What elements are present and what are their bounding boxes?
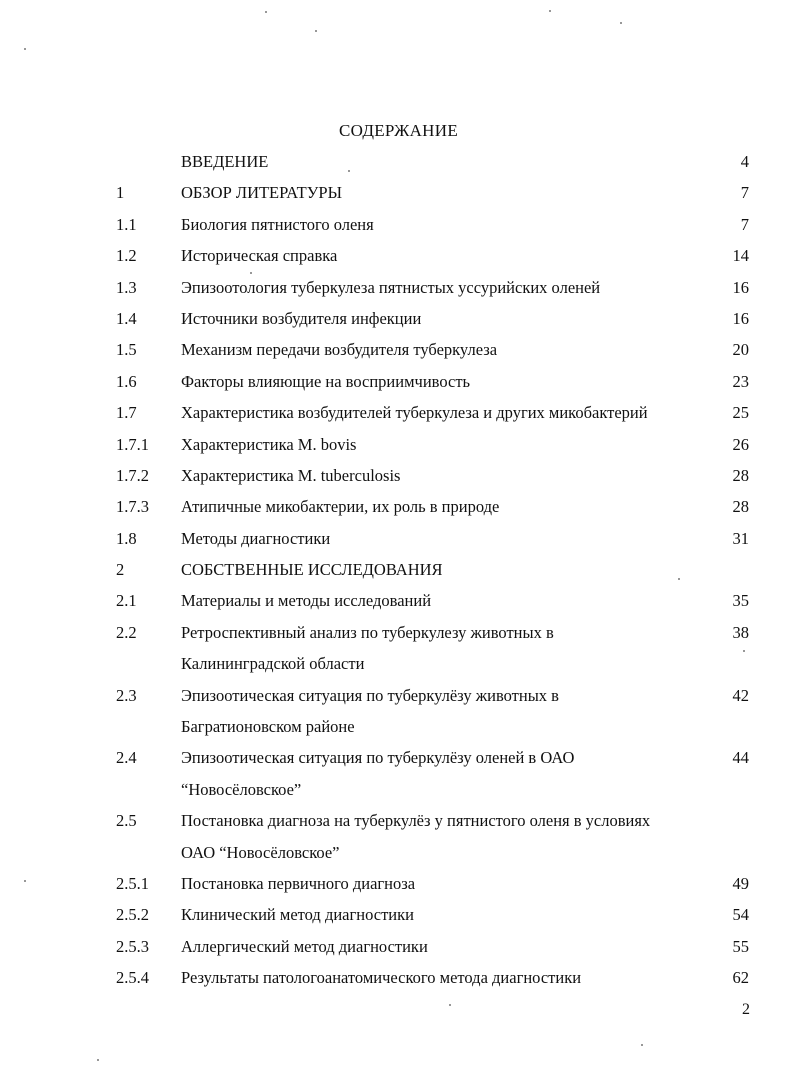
section-title: Биология пятнистого оленя: [181, 214, 374, 234]
section-title: [181, 742, 721, 805]
scan-speck: [641, 1044, 643, 1046]
toc-entry: [0, 303, 797, 334]
section-number: 1.6: [116, 371, 137, 391]
section-title: [181, 680, 721, 743]
toc-entry: [0, 742, 797, 805]
section-number: 2.3: [116, 685, 137, 705]
section-page: 62: [732, 968, 749, 988]
section-page: 23: [732, 371, 749, 391]
section-number: 1.7.1: [116, 434, 149, 454]
section-title: Результаты патологоанатомического метода диагностики: [181, 968, 582, 988]
section-title: [181, 805, 721, 868]
toc-entry: [0, 617, 797, 680]
section-title-line-1: Эпизоотическая ситуация по туберкулёзу оленей в ОАО: [181, 748, 575, 768]
section-title: Клинический метод диагностики: [181, 905, 414, 925]
section-title: Механизм передачи возбудителя туберкулеза: [181, 340, 498, 360]
section-title: Источники возбудителя инфекции: [181, 308, 422, 328]
section-number: 2.5.2: [116, 905, 149, 925]
section-title: СОБСТВЕННЫЕ ИССЛЕДОВАНИЯ: [181, 560, 443, 580]
section-number: 1.1: [116, 214, 137, 234]
toc-entry: [0, 460, 797, 491]
scan-speck: [24, 48, 26, 50]
toc-entry: [0, 397, 797, 428]
section-title: ОБЗОР ЛИТЕРАТУРЫ: [181, 183, 342, 203]
toc-entry: [0, 209, 797, 240]
scan-speck: [620, 22, 622, 24]
toc-entry: [0, 272, 797, 303]
section-number: 2.5: [116, 811, 137, 831]
section-number: 1: [116, 183, 125, 203]
table-of-contents: [0, 146, 797, 994]
section-number: 1.2: [116, 246, 137, 266]
toc-entry: [0, 366, 797, 397]
section-number: 2.5.3: [116, 936, 149, 956]
scan-speck: [549, 10, 551, 12]
section-number: 1.7.2: [116, 465, 149, 485]
section-number: 1.8: [116, 528, 137, 548]
scan-speck: [449, 1004, 451, 1006]
section-number: 2.5.4: [116, 968, 149, 988]
section-number: 1.7.3: [116, 497, 149, 517]
section-page: 7: [740, 214, 749, 234]
section-number: 2.4: [116, 748, 137, 768]
section-page: 28: [732, 465, 749, 485]
section-title: Характеристика возбудителей туберкулеза и других микобактерий: [181, 403, 648, 423]
section-page: 44: [732, 748, 749, 768]
toc-entry: [0, 554, 797, 585]
toc-entry: [0, 680, 797, 743]
scan-speck: [348, 170, 350, 172]
scan-speck: [97, 1059, 99, 1061]
toc-entry: [0, 146, 797, 177]
section-page: 25: [732, 403, 749, 423]
page-title: СОДЕРЖАНИЕ: [338, 121, 459, 140]
section-title: Факторы влияющие на восприимчивость: [181, 371, 471, 391]
toc-entry: [0, 523, 797, 554]
section-number: 1.3: [116, 277, 137, 297]
section-title-line-1: Ретроспективный анализ по туберкулезу животных в: [181, 622, 554, 642]
toc-entry: [0, 177, 797, 208]
scan-speck: [24, 880, 26, 882]
section-page: 54: [732, 905, 749, 925]
section-title-line-2: “Новосёловское”: [181, 779, 302, 799]
section-page: 49: [732, 874, 749, 894]
section-title: [181, 617, 721, 680]
section-title-line-2: ОАО “Новосёловское”: [181, 842, 340, 862]
scan-speck: [315, 30, 317, 32]
section-title: Эпизоотология туберкулеза пятнистых уссурийских оленей: [181, 277, 601, 297]
section-page: 20: [732, 340, 749, 360]
section-title: Характеристика M. bovis: [181, 434, 357, 454]
section-page: 7: [740, 183, 749, 203]
section-page: 28: [732, 497, 749, 517]
section-page: 55: [732, 936, 749, 956]
toc-entry: [0, 899, 797, 930]
scan-speck: [250, 272, 252, 274]
toc-entry: [0, 585, 797, 616]
section-title-line-2: Калининградской области: [181, 654, 365, 674]
section-title-line-1: Постановка диагноза на туберкулёз у пятнистого оленя в условиях: [181, 811, 651, 831]
section-page: 16: [732, 277, 749, 297]
section-page: 14: [732, 246, 749, 266]
toc-entry: [0, 491, 797, 522]
section-page: 4: [740, 152, 749, 171]
section-number: 1.4: [116, 308, 137, 328]
section-title: Атипичные микобактерии, их роль в природе: [181, 497, 500, 517]
section-title-line-1: Эпизоотическая ситуация по туберкулёзу животных в: [181, 685, 559, 705]
section-title: Характеристика M. tuberculosis: [181, 465, 401, 485]
section-page: 16: [732, 308, 749, 328]
scan-speck: [678, 578, 680, 580]
toc-entry: [0, 868, 797, 899]
toc-entry: [0, 931, 797, 962]
section-number: 2.5.1: [116, 874, 149, 894]
section-number: 2.2: [116, 622, 137, 642]
section-number: 1.5: [116, 340, 137, 360]
section-title: ВВЕДЕНИЕ: [181, 152, 269, 171]
section-number: 2: [116, 560, 125, 580]
scan-speck: [265, 11, 267, 13]
section-number: 2.1: [116, 591, 137, 611]
section-number: 1.7: [116, 403, 137, 423]
section-page: 31: [732, 528, 749, 548]
section-title: Постановка первичного диагноза: [181, 874, 416, 894]
section-title: Историческая справка: [181, 246, 338, 266]
section-title: Аллергический метод диагностики: [181, 936, 428, 956]
toc-entry: [0, 334, 797, 365]
section-page: 38: [732, 622, 749, 642]
section-title-line-2: Багратионовском районе: [181, 717, 355, 737]
toc-entry: [0, 240, 797, 271]
section-title: Методы диагностики: [181, 528, 331, 548]
toc-entry: [0, 962, 797, 993]
scan-speck: [743, 650, 745, 652]
section-page: 26: [732, 434, 749, 454]
section-page: 42: [732, 685, 749, 705]
section-title: Материалы и методы исследований: [181, 591, 432, 611]
toc-entry: [0, 805, 797, 868]
toc-entry: [0, 429, 797, 460]
page-number: 2: [742, 1001, 750, 1018]
section-page: 35: [732, 591, 749, 611]
